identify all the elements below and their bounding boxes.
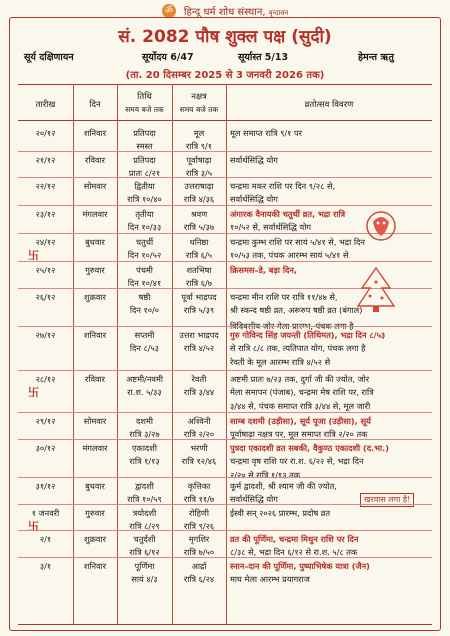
row-tithi-time: दिन १०/० — [129, 305, 160, 315]
row-nakshatra: उत्तराषाढ़ा — [184, 181, 214, 191]
row-tithi-time: दिन १०/३३ — [127, 222, 162, 232]
row-date: ३/१ — [39, 561, 52, 571]
row-nakshatra: मूल — [193, 128, 205, 138]
row-nakshatra-time: रात्रि ३/४४ — [183, 387, 215, 397]
row-date: ३१/१२ — [35, 481, 56, 491]
row-vrat-line-2: १०/५३ तक, पंचक आरम्भ सायं ५/४१ से — [230, 250, 349, 260]
header-tithi: तिथि — [137, 92, 152, 102]
row-nakshatra-time: रात्रि ६/७ — [186, 278, 212, 288]
row-date: २/१ — [39, 534, 52, 544]
row-tithi: चतुर्थी — [135, 237, 154, 247]
row-nakshatra-time: रात्रि ५/३९ — [183, 305, 215, 315]
swastika-icon: 卐 — [28, 520, 39, 533]
row-tithi-time: स्मस्त — [136, 141, 153, 151]
row-nakshatra: रोहिणी — [189, 508, 209, 518]
row-nakshatra: कृत्तिका — [187, 481, 211, 491]
row-vrat-line-1: अंगारक वैनायकी चतुर्थी व्रत, भद्रा रात्रि — [230, 209, 346, 219]
row-vrat-line-1: कूर्म द्वादशी, श्री श्याम जी की ज्योत, — [230, 481, 337, 491]
row-tithi-time: दिन ८/५३ — [129, 343, 160, 353]
row-vrat-line-2: सर्वार्थसिद्धि योग — [230, 494, 278, 504]
row-nakshatra-time: रात्रि ६/५ — [186, 250, 212, 260]
row-tithi: चतुर्दशी — [133, 534, 156, 544]
table-bottom-rule — [18, 624, 432, 625]
row-nakshatra-time: रात्रि ७/५० — [183, 547, 215, 557]
row-vrat-line-1: अष्टमी प्रातः ७/२३ तक, दुर्गा जी की ज्योत, जोर — [230, 374, 370, 384]
row-day: शुक्रवार — [84, 292, 106, 302]
christmas-tree-icon — [356, 266, 396, 314]
row-vrat-line-1: चन्द्रमा मकर राशि पर दिन ९/२८ से, — [230, 181, 336, 191]
row-date: २६/१२ — [35, 292, 56, 302]
org-name: हिन्दू धर्म शोध संस्थान, — [183, 6, 266, 18]
row-date: २३/१२ — [35, 209, 56, 219]
row-tithi-time: प्रातः ८/२१ — [128, 168, 161, 178]
header — [0, 0, 450, 18]
row-nakshatra: मृगशिर — [188, 534, 210, 544]
header-day: दिन — [89, 100, 101, 110]
column-rule — [226, 84, 227, 624]
row-tithi-time: दिन १०/५२ — [127, 250, 162, 260]
row-date: २०/१२ — [35, 128, 56, 138]
row-vrat-line-2: से रात्रि ८/८ तक, त्यतिपात योग, पंचक लगा है — [230, 343, 366, 353]
row-vrat-line-1: सर्वार्थसिद्धि योग — [230, 155, 278, 165]
row-separator — [18, 412, 432, 413]
page-title: सं. 2082 पौष शुक्ल पक्ष (सुदी) — [118, 27, 332, 47]
row-vrat-line-1: चन्द्रमा मीन राशि पर रात्रि ११/४७ से, — [230, 292, 338, 302]
row-nakshatra-time: रात्रि १२/४६ — [181, 456, 217, 466]
row-nakshatra: रेवती — [191, 374, 207, 384]
row-vrat-line-1: त्रिदिवसीय जोर मेला प्रारम्भ, पंचक लगा है — [230, 321, 354, 331]
row-day: सोमवार — [83, 416, 107, 426]
row-tithi: एकादशी — [132, 443, 157, 453]
row-day: रविवार — [84, 155, 106, 165]
row-day: शुक्रवार — [84, 534, 106, 544]
row-day: शनिवार — [83, 561, 107, 571]
row-vrat-line-2: माघ मेला आरम्भ प्रयागराज — [230, 574, 310, 584]
row-tithi-time: रात्रि १०/५९ — [127, 494, 162, 504]
row-day: मंगलवार — [82, 443, 108, 453]
row-nakshatra-time: रात्रि ११/७ — [183, 494, 215, 504]
row-separator — [18, 205, 432, 206]
row-day: शनिवार — [83, 330, 107, 340]
ganesha-icon — [363, 210, 399, 242]
row-day: रविवार — [84, 374, 106, 384]
row-nakshatra-time: रात्रि ९/२६ — [183, 521, 215, 531]
row-vrat-line-1: ईस्वी सन् २०२६ प्रारम्भ, प्रदोष व्रत — [230, 508, 331, 518]
row-vrat-line-1: गुरु गोविन्द सिंह जयन्ती (तिथिमत), भद्रा दिन ८/५३ — [230, 330, 386, 340]
row-separator — [18, 177, 432, 178]
row-vrat-line-1: चन्द्रमा कुम्भ राशि पर सायं ५/४१ से, भद्रा दिन — [230, 237, 365, 247]
row-nakshatra: उत्तरा भाद्रपद — [179, 330, 219, 340]
row-separator — [18, 504, 432, 505]
om-icon: ॐ — [162, 4, 176, 18]
row-tithi: प्रतिपदा — [133, 128, 156, 138]
row-tithi: प्रतिपदा — [133, 155, 156, 165]
header-tithi-sub: समय बजे तक — [125, 105, 164, 114]
row-date: २१/१२ — [35, 155, 56, 165]
row-day: बुधवार — [85, 237, 105, 247]
row-nakshatra: धनिष्ठा — [189, 237, 209, 247]
row-nakshatra-time: रात्रि ४/३६ — [183, 194, 215, 204]
swastika-icon: 卐 — [28, 386, 39, 399]
ritu-label: हेमन्त ऋतु — [358, 52, 394, 63]
row-vrat-line-1: पुत्रदा एकादशी व्रत सबकी, वैकुण्ठ एकादशी (द.भा.) — [230, 443, 389, 453]
row-separator — [18, 557, 432, 558]
row-day: शनिवार — [83, 128, 107, 138]
row-nakshatra: शतभिषा — [186, 265, 212, 275]
row-nakshatra: अश्विनी — [187, 416, 211, 426]
row-tithi: तृतीया — [135, 209, 154, 219]
row-nakshatra-time: रात्रि २/२० — [183, 429, 215, 439]
row-date: २२/१२ — [35, 181, 56, 191]
row-tithi-time: रात्रि ३/२७ — [129, 429, 160, 439]
row-vrat-line-2: १०/५२ से, सर्वार्थसिद्धि योग — [230, 222, 311, 232]
row-nakshatra: भरणी — [190, 443, 208, 453]
row-vrat-line-2: ८/३८ से, भद्रा दिन ६/१२ से रा.श. ५/८ तक — [230, 547, 358, 557]
swastika-icon: 卐 — [28, 249, 39, 262]
row-day: गुरुवार — [85, 265, 105, 275]
row-vrat-line-1: क्रिसमस–डे, बड़ा दिन, — [230, 265, 297, 275]
row-separator — [18, 477, 432, 478]
row-tithi-time: रात्रि १/१३ — [129, 456, 160, 466]
row-vrat-line-2: पूर्वाषाढ़ा नक्षत्र पर, मूल समाप्त रात्रि २/२० तक — [230, 429, 368, 439]
row-nakshatra: पूर्वा भाद्रपद — [181, 292, 217, 302]
row-nakshatra-time: रात्रि ९/१ — [186, 141, 212, 151]
header-vrat: व्रतोत्सव विवरण — [304, 100, 354, 110]
row-date: २७/१२ — [35, 330, 56, 340]
row-date: २८/१२ — [35, 374, 56, 384]
row-vrat-line-1: रेवती के मूल आरम्भ रात्रि ४/५२ से — [230, 357, 331, 367]
org-place: वृन्दावन — [268, 8, 289, 17]
row-tithi: पूर्णिमा — [134, 561, 155, 571]
row-nakshatra-time: रात्रि ४/५२ — [183, 343, 215, 353]
row-separator — [18, 151, 432, 152]
row-day: मंगलवार — [82, 209, 108, 219]
row-tithi: द्वादशी — [135, 481, 154, 491]
kharmas-badge: खरवास लगा है! — [360, 493, 414, 507]
row-date: २५/१२ — [35, 265, 56, 275]
row-vrat-line-1: साम्ब दशमी (उड़ीसा), सूर्य पूजा (उड़ीसा), सूर्य — [230, 416, 371, 426]
row-tithi: त्रयोदशी — [132, 508, 157, 518]
header-date: तारीख — [35, 100, 56, 110]
row-tithi-time: रा.श. ५/३३ — [127, 387, 162, 397]
row-tithi-time: दिन १०/४१ — [127, 278, 162, 288]
row-tithi: पंचमी — [136, 265, 153, 275]
header-nakshatra: नक्षत्र — [191, 92, 207, 102]
row-nakshatra-time: रात्रि ३/५ — [186, 168, 212, 178]
organization-name — [184, 7, 288, 18]
row-separator — [18, 370, 432, 371]
row-tithi-time: रात्रि १०/४० — [127, 194, 162, 204]
row-nakshatra: पूर्वाषाढ़ा — [186, 155, 212, 165]
row-tithi: दशमी — [136, 416, 153, 426]
row-tithi-time: रात्रि ८/२९ — [129, 521, 160, 531]
sunset-label: सूर्यास्त 5/13 — [238, 52, 289, 63]
row-date: ३०/१२ — [35, 443, 56, 453]
row-vrat-line-1: मूल समाप्त रात्रि ९/१ पर — [230, 128, 302, 138]
row-separator — [18, 261, 432, 262]
row-separator — [18, 439, 432, 440]
row-day: सोमवार — [83, 181, 107, 191]
header-bottom-rule — [18, 120, 432, 121]
row-vrat-line-2: श्री स्कन्द षष्ठी व्रत, अरूरुप षष्ठी व्रत (बंगाल) — [230, 305, 363, 315]
row-vrat-line-2: सर्वार्थसिद्धि योग — [230, 194, 278, 204]
row-tithi: द्वितीया — [134, 181, 155, 191]
row-tithi: षष्ठी — [138, 292, 151, 302]
row-nakshatra: श्रवण — [190, 209, 208, 219]
row-vrat-line-1: ३/४४ से, पंचक समाप्त रात्रि ३/४४ से, मूल जारी — [230, 401, 371, 411]
row-vrat-line-1: २/२० से रात्रि १/१३ तक — [230, 470, 301, 480]
sunrise-label: सूर्योदय 6/47 — [142, 52, 194, 63]
row-separator — [18, 530, 432, 531]
row-nakshatra-time: रात्रि ५/३७ — [183, 222, 215, 232]
row-tithi-time: रात्रि ६/१२ — [129, 547, 160, 557]
row-date: २४/१२ — [35, 237, 56, 247]
row-vrat-line-2: चन्द्रमा वृष राशि पर रा.श. ६/२२ से, भद्रा दिन — [230, 456, 364, 466]
ayan-label: सूर्य दक्षिणायन — [24, 52, 74, 63]
row-nakshatra: आर्द्रा — [191, 561, 207, 571]
row-vrat-line-1: स्नान–दान की पूर्णिमा, पुष्याभिषेक यात्रा (जैन) — [230, 561, 370, 571]
row-tithi: अष्टमी/नवमी — [126, 374, 163, 384]
row-day: बुधवार — [85, 481, 105, 491]
row-separator — [18, 326, 432, 327]
row-vrat-line-1: व्रत की पूर्णिमा, चन्द्रमा मिथुन राशि पर दिन — [230, 534, 359, 544]
row-date: १ जनवरी — [31, 508, 60, 518]
row-tithi: सप्तमी — [134, 330, 155, 340]
row-nakshatra-time: रात्रि ६/२४ — [183, 574, 215, 584]
date-range: (ता. 20 दिसम्बर 2025 से 3 जनवरी 2026 तक) — [125, 70, 325, 81]
table-top-rule — [18, 84, 432, 85]
row-tithi-time: सायं ४/३ — [131, 574, 158, 584]
row-day: गुरुवार — [85, 508, 105, 518]
header-nakshatra-sub: समय बजे तक — [179, 105, 219, 114]
row-date: २९/१२ — [35, 416, 56, 426]
row-vrat-line-2: मेला समापन (पंजाब), चन्द्रमा मेष राशि पर, रात्रि — [230, 387, 374, 397]
